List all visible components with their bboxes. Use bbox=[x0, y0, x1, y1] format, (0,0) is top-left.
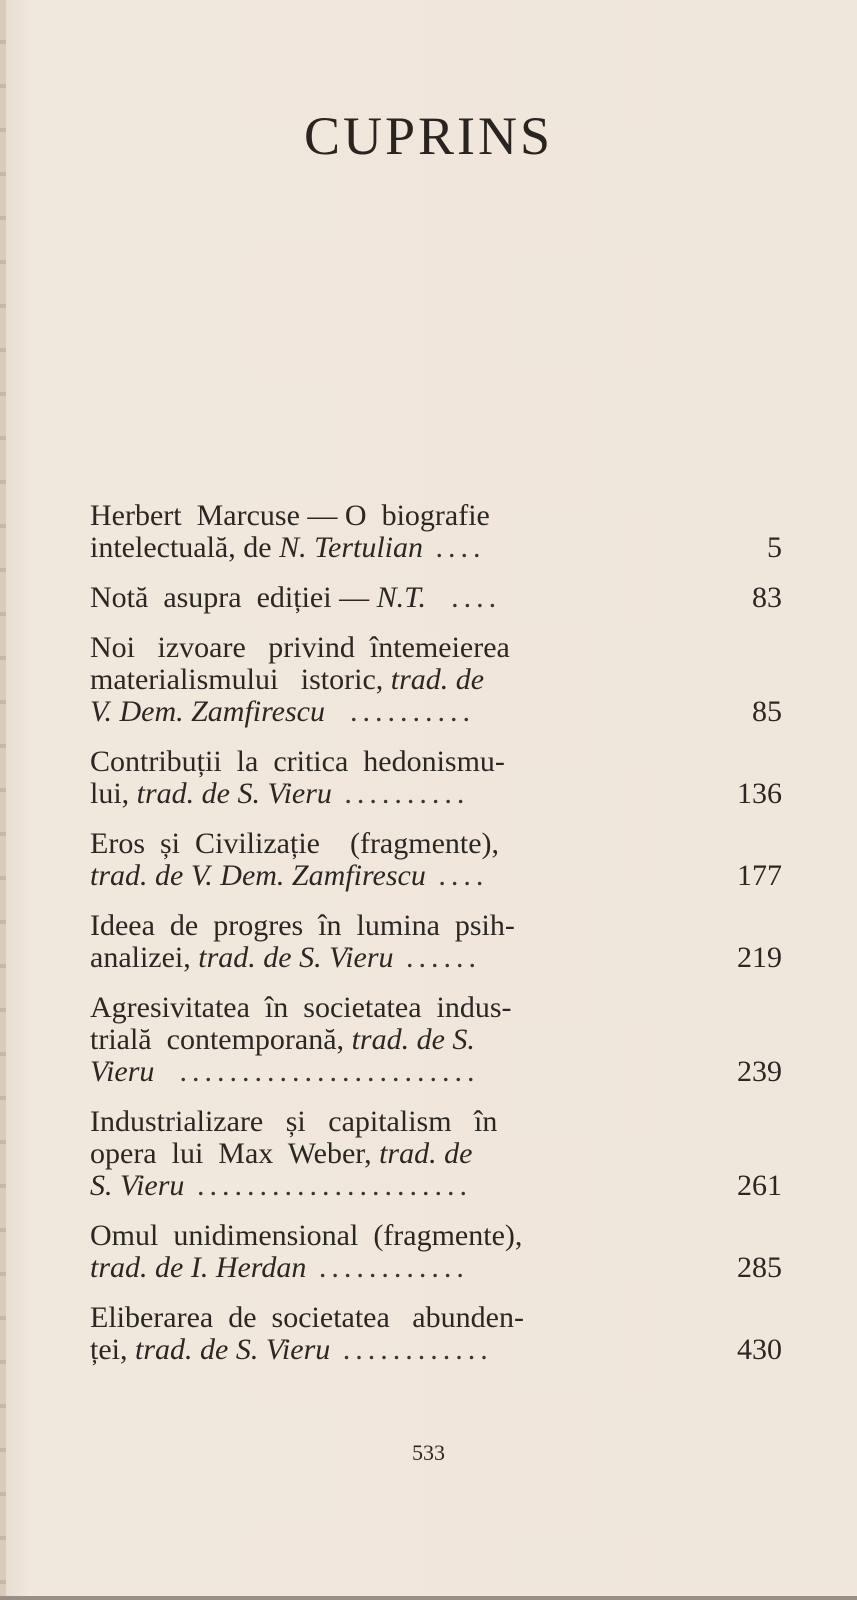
title-text: analizei, bbox=[90, 942, 199, 974]
toc-entry bbox=[90, 828, 782, 892]
dot-leader: ........................ bbox=[154, 1056, 480, 1088]
page-number-spacer bbox=[712, 828, 782, 860]
toc-entry-title bbox=[90, 582, 712, 614]
toc-page-number: 177 bbox=[737, 859, 782, 892]
toc-entry-line bbox=[90, 910, 782, 942]
toc-entry-line bbox=[90, 696, 782, 728]
toc-page-number: 285 bbox=[737, 1251, 782, 1284]
toc-entry-line bbox=[90, 1170, 782, 1202]
toc-entry-title bbox=[90, 1106, 712, 1138]
page-number-spacer bbox=[712, 1220, 782, 1252]
toc-entry-title bbox=[90, 992, 712, 1024]
toc-entry-title bbox=[90, 664, 712, 696]
toc-entry bbox=[90, 1220, 782, 1284]
toc-page-number: 5 bbox=[767, 531, 782, 564]
dot-leader: ...... bbox=[393, 942, 482, 974]
toc-page-number: 430 bbox=[737, 1333, 782, 1366]
title-text: materialismului istoric, bbox=[90, 664, 391, 696]
page-number-spacer bbox=[712, 1138, 782, 1170]
toc-entry bbox=[90, 992, 782, 1088]
toc-entry-title bbox=[90, 746, 712, 778]
toc-entry-line bbox=[90, 992, 782, 1024]
page-number-spacer bbox=[712, 1106, 782, 1138]
toc-entry-line bbox=[90, 664, 782, 696]
page-number-spacer bbox=[712, 1024, 782, 1056]
translator-credit: trad. de I. Herdan bbox=[90, 1252, 307, 1284]
dot-leader: ............ bbox=[306, 1252, 469, 1284]
title-text: intelectuală, de bbox=[90, 532, 280, 564]
title-text: trială contemporană, bbox=[90, 1024, 352, 1056]
dot-leader: .... bbox=[425, 860, 489, 892]
toc-entry-line bbox=[90, 860, 782, 892]
page-number-spacer bbox=[712, 664, 782, 696]
toc-entry-title bbox=[90, 860, 712, 892]
toc-entry-title bbox=[90, 1056, 712, 1088]
toc-page-number: 239 bbox=[737, 1055, 782, 1088]
toc-entry-title bbox=[90, 778, 712, 810]
toc-page-number: 219 bbox=[737, 941, 782, 974]
toc-entry-line bbox=[90, 500, 782, 532]
toc-entry-line bbox=[90, 632, 782, 664]
toc-entry bbox=[90, 910, 782, 974]
page-number-spacer bbox=[712, 746, 782, 778]
translator-credit: trad. de V. Dem. Zamfirescu bbox=[90, 860, 426, 892]
toc-entry-line bbox=[90, 532, 782, 564]
dot-leader: .... bbox=[426, 582, 502, 614]
page-number-spacer bbox=[712, 992, 782, 1024]
page-bottom-edge bbox=[0, 1596, 857, 1600]
title-text: opera lui Max Weber, bbox=[90, 1138, 380, 1170]
title-text: Eros și Civilizație (fragmente), bbox=[90, 828, 500, 860]
page-number-spacer bbox=[712, 632, 782, 664]
toc-page-number: 136 bbox=[737, 777, 782, 810]
toc-entry-title bbox=[90, 828, 712, 860]
toc-entry-line bbox=[90, 1056, 782, 1088]
translator-credit: trad. de S. Vieru bbox=[198, 942, 394, 974]
translator-credit: V. Dem. Zamfirescu bbox=[90, 696, 325, 728]
toc-entry bbox=[90, 632, 782, 728]
title-text: Industrializare și capitalism în bbox=[90, 1106, 498, 1138]
translator-credit: Vieru bbox=[90, 1056, 155, 1088]
toc-entry-line bbox=[90, 1220, 782, 1252]
toc-entry bbox=[90, 746, 782, 810]
translator-credit: N. Tertulian bbox=[279, 532, 424, 564]
toc-entry-title bbox=[90, 1170, 712, 1202]
toc-entry-line bbox=[90, 1024, 782, 1056]
dot-leader: ............ bbox=[330, 1334, 493, 1366]
toc-entry-line bbox=[90, 828, 782, 860]
toc-entry-title bbox=[90, 1302, 712, 1334]
translator-credit: trad. de S. Vieru bbox=[135, 1334, 331, 1366]
toc-entry-line bbox=[90, 942, 782, 974]
toc-entry-title bbox=[90, 1024, 712, 1056]
page-number-spacer bbox=[712, 500, 782, 532]
translator-credit: trad. de bbox=[379, 1138, 473, 1170]
page-title: CUPRINS bbox=[303, 106, 554, 166]
toc-page-number: 85 bbox=[752, 695, 782, 728]
toc-entry-line bbox=[90, 1138, 782, 1170]
page-number-spacer bbox=[712, 1302, 782, 1334]
translator-credit: trad. de S. bbox=[351, 1024, 475, 1056]
toc-entry-title bbox=[90, 500, 712, 532]
page-number: 533 bbox=[412, 1440, 445, 1465]
title-text: Herbert Marcuse — O biografie bbox=[90, 500, 490, 532]
toc-entry bbox=[90, 500, 782, 564]
toc-entry-line bbox=[90, 1252, 782, 1284]
toc-entry-title bbox=[90, 910, 712, 942]
page-number-spacer bbox=[712, 910, 782, 942]
toc-entry-title bbox=[90, 532, 712, 564]
dot-leader: .......... bbox=[325, 696, 475, 728]
toc-entry-line bbox=[90, 1334, 782, 1366]
title-text: ței, bbox=[90, 1334, 135, 1366]
toc-entry-title bbox=[90, 1334, 712, 1366]
toc-entry-title bbox=[90, 696, 712, 728]
toc-entry-line bbox=[90, 778, 782, 810]
dot-leader: .... bbox=[423, 532, 486, 564]
translator-credit: S. Vieru bbox=[90, 1170, 185, 1202]
title-text: Omul unidimensional (fragmente), bbox=[90, 1220, 523, 1252]
toc-entry bbox=[90, 1106, 782, 1202]
toc-entry-title bbox=[90, 1220, 712, 1252]
title-text: Notă asupra ediției — bbox=[90, 582, 377, 614]
title-text: Eliberarea de societatea abunden- bbox=[90, 1302, 524, 1334]
translator-credit: trad. de bbox=[390, 664, 485, 696]
title-text: Noi izvoare privind întemeierea bbox=[90, 632, 510, 664]
title-text: Contribuții la critica hedonismu- bbox=[90, 746, 505, 778]
toc-entry-title bbox=[90, 1138, 712, 1170]
title-text: Agresivitatea în societatea indus- bbox=[90, 992, 512, 1024]
title-text: Ideea de progres în lumina psih- bbox=[90, 910, 515, 942]
toc-entry-line bbox=[90, 1106, 782, 1138]
toc-entry-title bbox=[90, 1252, 712, 1284]
toc-entry-title bbox=[90, 632, 712, 664]
toc-entry bbox=[90, 1302, 782, 1366]
toc-entry-line bbox=[90, 746, 782, 778]
toc-entry bbox=[90, 582, 782, 614]
translator-credit: N.T. bbox=[376, 582, 427, 614]
toc-entry-line bbox=[90, 1302, 782, 1334]
toc-page-number: 261 bbox=[737, 1169, 782, 1202]
page-binding-edge bbox=[0, 0, 6, 1600]
table-of-contents bbox=[90, 500, 782, 1384]
dot-leader: .......... bbox=[331, 778, 470, 810]
dot-leader: ...................... bbox=[184, 1170, 472, 1202]
toc-page-number: 83 bbox=[752, 581, 782, 614]
toc-entry-title bbox=[90, 942, 712, 974]
translator-credit: trad. de S. Vieru bbox=[136, 778, 332, 810]
title-text: lui, bbox=[90, 778, 137, 810]
toc-entry-line bbox=[90, 582, 782, 614]
